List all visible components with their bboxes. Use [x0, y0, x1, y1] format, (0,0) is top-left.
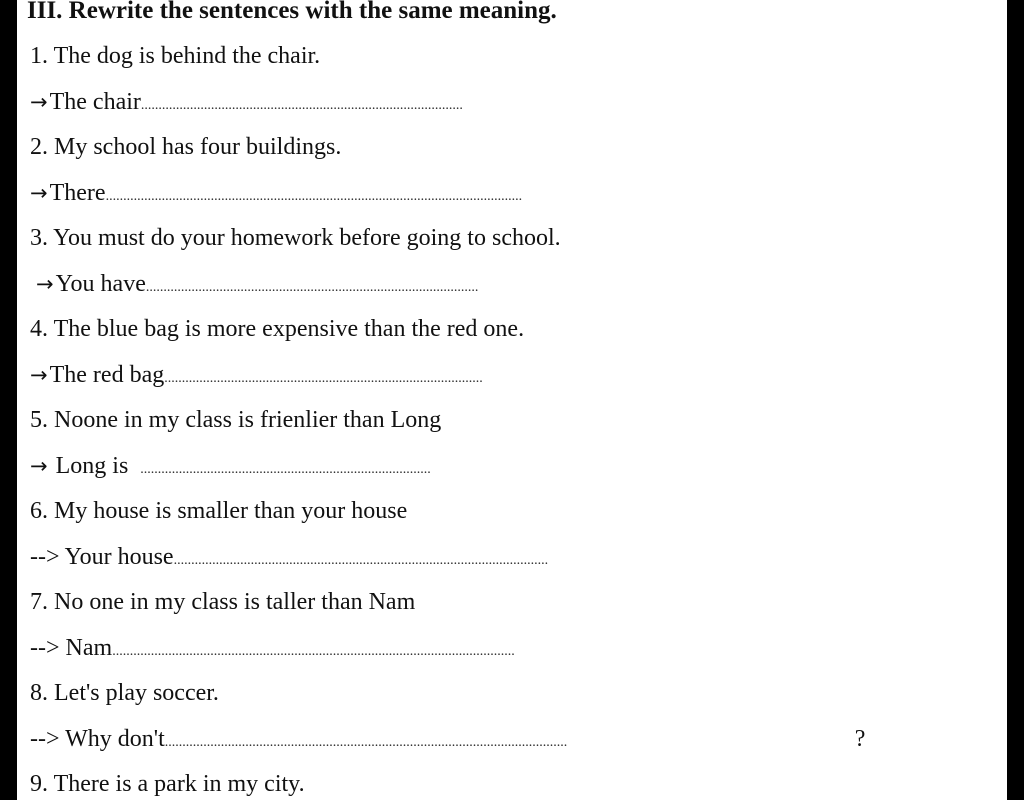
arrow-icon: →: [30, 181, 48, 205]
item-6-answer-blank: ...........................................................................................................: [173, 553, 549, 568]
item-4-answer-line: [30, 360, 779, 394]
arrow-text: -->: [30, 544, 60, 570]
item-8-question-mark: ?: [854, 726, 866, 752]
arrow-icon: →: [30, 454, 48, 478]
item-3-prompt: 3. You must do your homework before going to school.: [30, 225, 561, 251]
item-9-prompt: 9. There is a park in my city.: [30, 771, 305, 797]
item-6-answer-start: Your house: [59, 544, 174, 570]
item-8-answer-start: Why don't: [59, 726, 165, 752]
arrow-icon: →: [30, 363, 48, 387]
arrow-text: -->: [30, 635, 60, 661]
arrow-icon: →: [30, 90, 48, 114]
item-3-answer-line: [36, 269, 774, 303]
item-2-prompt: 2. My school has four buildings.: [30, 134, 342, 160]
item-3-answer-blank: ...............................................................................................: [145, 280, 479, 295]
arrow-text: -->: [30, 726, 60, 752]
item-4-prompt: 4. The blue bag is more expensive than the red one.: [30, 316, 525, 342]
item-7-answer-start: Nam: [59, 635, 113, 661]
item-5-prompt: 5. Noone in my class is frienlier than Long: [30, 407, 442, 433]
item-2-answer-start: There: [49, 180, 106, 206]
item-4-answer-blank: ...........................................................................................: [164, 371, 483, 386]
item-5-answer-line: [30, 451, 725, 485]
item-6-answer-line: [30, 542, 864, 576]
item-8-answer-blank: ...................................................................................................................: [164, 735, 568, 750]
item-2-answer-line: [30, 178, 761, 212]
arrow-icon: →: [36, 272, 54, 296]
item-7-prompt: 7. No one in my class is taller than Nam: [30, 589, 416, 615]
item-3-answer-start: You have: [55, 271, 146, 297]
item-8-answer-line: [30, 724, 865, 758]
item-8-prompt: 8. Let's play soccer.: [30, 680, 219, 706]
item-6-prompt: 6. My house is smaller than your house: [30, 498, 408, 524]
item-1-answer-line: [30, 87, 713, 121]
item-5-answer-blank: ...................................................................................: [140, 462, 431, 477]
item-1-answer-blank: ............................................................................................: [140, 98, 463, 113]
item-5-answer-start: Long is: [49, 453, 141, 479]
item-2-answer-blank: .......................................................................................................................: [105, 189, 523, 204]
item-1-prompt: 1. The dog is behind the chair.: [30, 43, 321, 69]
item-7-answer-line: [30, 633, 862, 667]
item-7-answer-blank: ...................................................................................................................: [112, 644, 515, 659]
item-1-answer-start: The chair: [49, 89, 141, 115]
item-4-answer-start: The red bag: [49, 362, 165, 388]
section-title: III. Rewrite the sentences with the same meaning.: [27, 0, 557, 24]
worksheet-page: [17, 0, 1007, 800]
